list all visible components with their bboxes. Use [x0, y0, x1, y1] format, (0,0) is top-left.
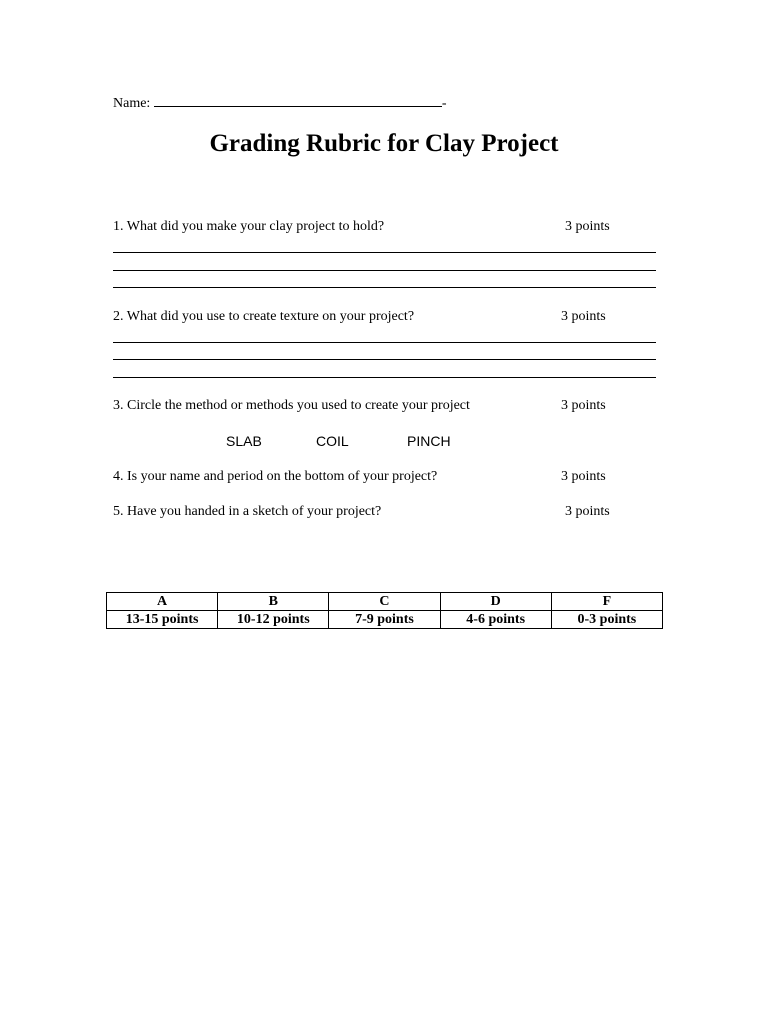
answer-line[interactable]	[113, 359, 656, 360]
grade-range: 0-3 points	[551, 611, 662, 629]
grade-range-row	[107, 611, 663, 629]
grade-letter: B	[218, 593, 329, 611]
grade-range: 10-12 points	[218, 611, 329, 629]
question-3-points: 3 points	[561, 398, 606, 413]
method-pinch[interactable]: PINCH	[407, 433, 451, 449]
grade-letter: A	[107, 593, 218, 611]
question-1: 1. What did you make your clay project to hold?	[113, 219, 385, 234]
question-2: 2. What did you use to create texture on your project?	[113, 309, 415, 324]
question-4: 4. Is your name and period on the bottom of your project?	[113, 469, 438, 484]
name-label: Name:	[113, 96, 151, 111]
grade-letter-row	[107, 593, 663, 611]
question-5: 5. Have you handed in a sketch of your project?	[113, 504, 382, 519]
grade-range: 7-9 points	[329, 611, 440, 629]
question-5-points: 3 points	[565, 504, 610, 519]
grade-scale-table	[106, 592, 663, 629]
question-1-points: 3 points	[565, 219, 610, 234]
name-row	[113, 94, 447, 112]
method-slab[interactable]: SLAB	[226, 433, 262, 449]
grade-letter: D	[440, 593, 551, 611]
question-4-points: 3 points	[561, 469, 606, 484]
page-title: Grading Rubric for Clay Project	[209, 130, 559, 157]
method-coil[interactable]: COIL	[316, 433, 349, 449]
answer-line[interactable]	[113, 252, 656, 253]
name-blank-line[interactable]	[154, 94, 442, 107]
grade-letter: C	[329, 593, 440, 611]
answer-line[interactable]	[113, 377, 656, 378]
grade-letter: F	[551, 593, 662, 611]
answer-line[interactable]	[113, 342, 656, 343]
answer-line[interactable]	[113, 270, 656, 271]
grade-range: 4-6 points	[440, 611, 551, 629]
name-suffix: -	[441, 96, 447, 111]
question-2-points: 3 points	[561, 309, 606, 324]
grade-range: 13-15 points	[107, 611, 218, 629]
answer-line[interactable]	[113, 287, 656, 288]
question-3: 3. Circle the method or methods you used to create your project	[113, 398, 470, 413]
